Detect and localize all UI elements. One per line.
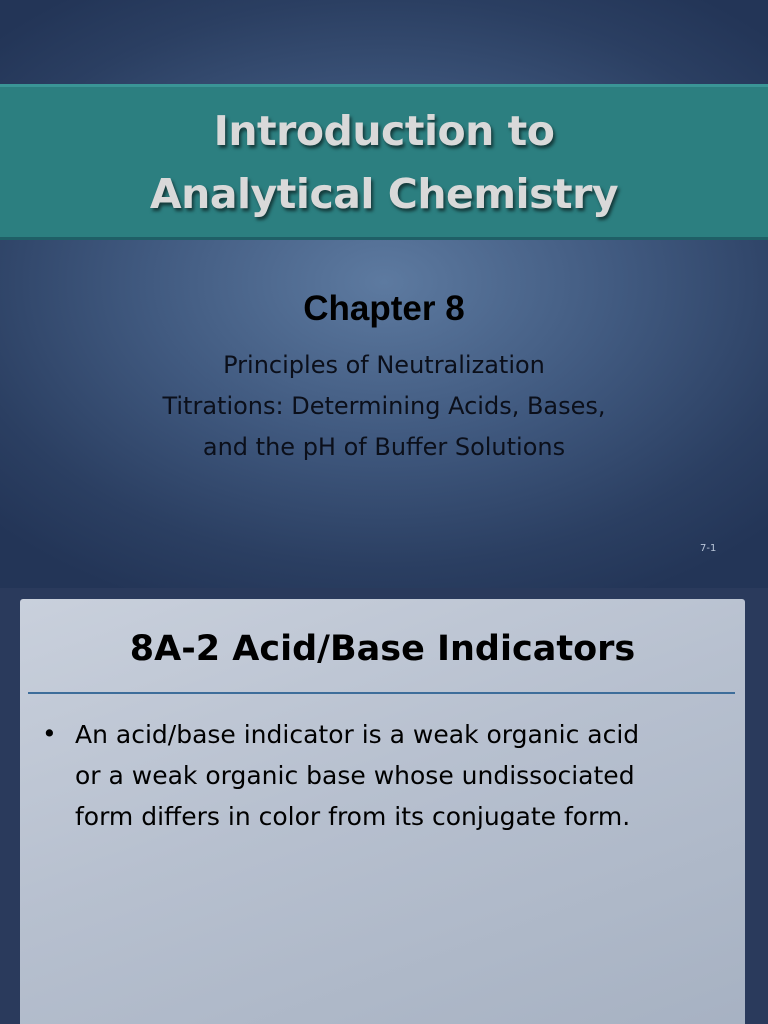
bullet-text-line-1: An acid/base indicator is a weak organic acid — [75, 720, 640, 749]
chapter-subtitle-line-2: Titrations: Determining Acids, Bases, — [162, 392, 606, 420]
heading-divider — [28, 692, 735, 694]
section-heading: 8A-2 Acid/Base Indicators — [129, 629, 636, 669]
chapter-heading: Chapter 8 — [303, 289, 465, 328]
slide-number: 7-1 — [700, 543, 717, 554]
title-band — [0, 84, 768, 240]
slide-title-line-2: Analytical Chemistry — [149, 170, 619, 218]
bullet-text-line-3: form differs in color from its conjugate form. — [75, 802, 631, 831]
chapter-subtitle-line-3: and the pH of Buffer Solutions — [202, 433, 566, 461]
chapter-subtitle-line-1: Principles of Neutralization — [223, 351, 545, 379]
bullet-text-line-2: or a weak organic base whose undissociated — [75, 761, 635, 790]
bullet-icon: • — [42, 719, 57, 748]
slide-title-line-1: Introduction to — [213, 107, 555, 155]
content-slide — [20, 599, 745, 1024]
